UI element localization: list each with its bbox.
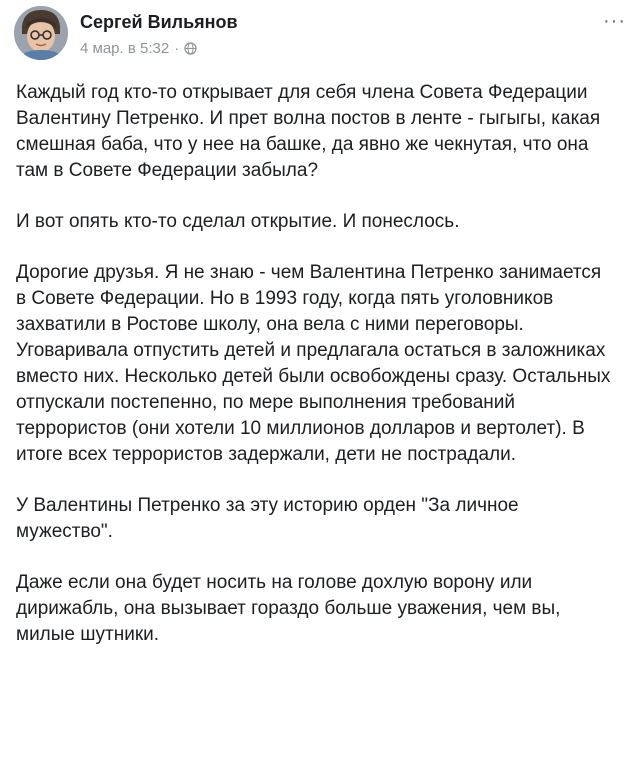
post-header <box>14 6 626 64</box>
more-options-button[interactable]: ··· <box>603 10 626 32</box>
meta-separator: · <box>174 40 180 57</box>
avatar-photo <box>14 6 68 60</box>
author-name[interactable]: Сергей Вильянов <box>80 12 238 32</box>
post-meta <box>80 40 197 57</box>
post-content <box>16 80 616 673</box>
post-paragraph: Каждый год кто-то открывает для себя члена Совета Федерации Валентину Петренко. И прет волна постов в ленте - гыгыгы, какая смешная баба, что у нее на башке, да явно же чекнутая, что она там в Совете Федерации забыла? <box>16 82 601 181</box>
post-paragraph: У Валентины Петренко за эту историю орден "За личное мужество". <box>16 495 519 542</box>
globe-icon[interactable] <box>184 42 197 55</box>
post-paragraph: И вот опять кто-то сделал открытие. И понеслось. <box>16 211 460 232</box>
post-paragraph: Даже если она будет носить на голове дохлую ворону или дирижабль, она вызывает гораздо больше уважения, чем вы, милые шутники. <box>16 572 561 645</box>
post-paragraph: Дорогие друзья. Я не знаю - чем Валентина Петренко занимается в Совете Федерации. Но в 1993 году, когда пять уголовников захватили в Ростове школу, она вела с ними переговоры. Уговаривала отпустить детей и предлагала остаться в заложниках вместо них. Несколько детей были освобождены сразу. Остальных отпускали постепенно, по мере выполнения требований террористов (они хотели 10 миллионов долларов и вертолет). В итоге всех террористов задержали, дети не пострадали. <box>16 262 611 465</box>
avatar[interactable] <box>14 6 68 60</box>
post-timestamp[interactable]: 4 мар. в 5:32 <box>80 40 170 57</box>
